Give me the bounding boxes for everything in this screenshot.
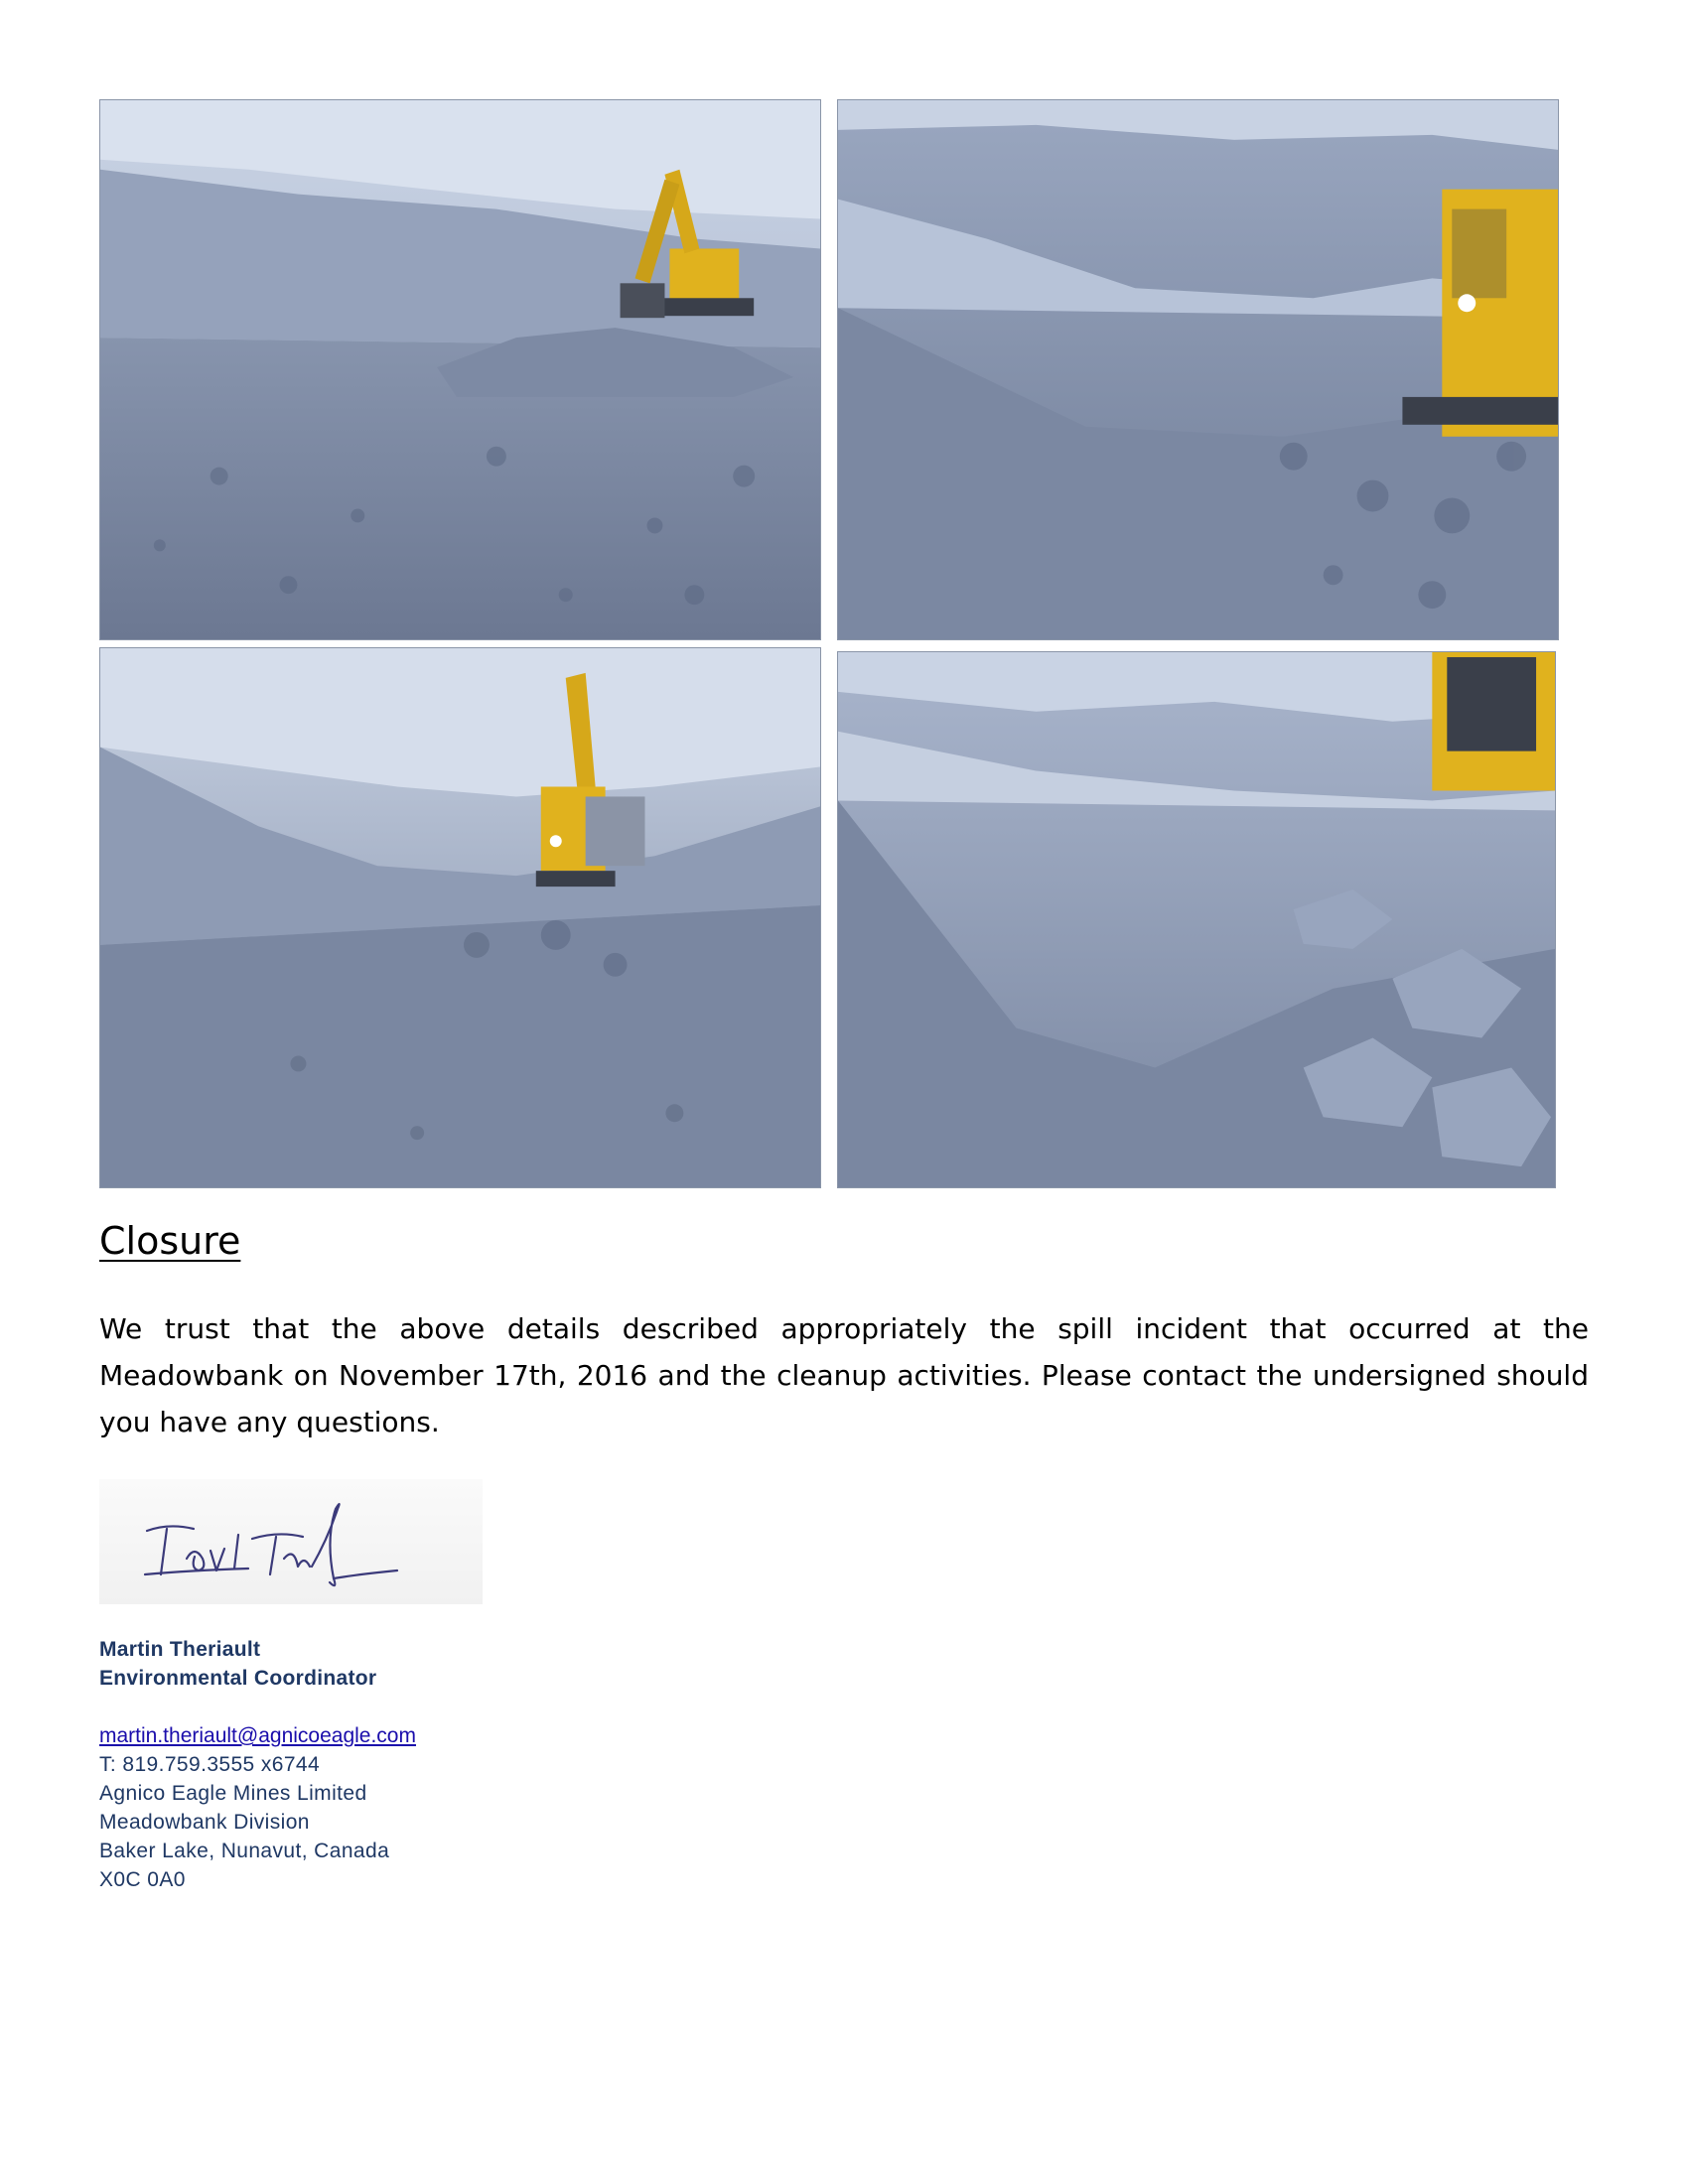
closure-heading: Closure — [99, 1219, 241, 1263]
closure-paragraph: We trust that the above details described appropriately the spill incident that occurred at the Meadowbank on November 17th, 2016 and the cleanup activities. Please contact the undersigned should you have any questions. — [99, 1312, 1589, 1438]
phone-number: T: 819.759.3555 x6744 — [99, 1753, 321, 1776]
signature-block — [99, 1635, 695, 1894]
site-photo-4 — [837, 651, 1556, 1188]
handwritten-signature — [99, 1479, 483, 1604]
site-photo-2 — [837, 99, 1559, 640]
email-link[interactable]: martin.theriault@agnicoeagle.com — [99, 1724, 416, 1747]
signatory-title: Environmental Coordinator — [99, 1667, 377, 1690]
site-photo-3 — [99, 647, 821, 1188]
signatory-name: Martin Theriault — [99, 1638, 261, 1661]
postal-code: X0C 0A0 — [99, 1868, 186, 1891]
location: Baker Lake, Nunavut, Canada — [99, 1840, 390, 1862]
yellow-machine-4 — [1432, 652, 1555, 790]
company-name: Agnico Eagle Mines Limited — [99, 1782, 367, 1805]
division-name: Meadowbank Division — [99, 1811, 310, 1834]
site-photo-1 — [99, 99, 821, 640]
